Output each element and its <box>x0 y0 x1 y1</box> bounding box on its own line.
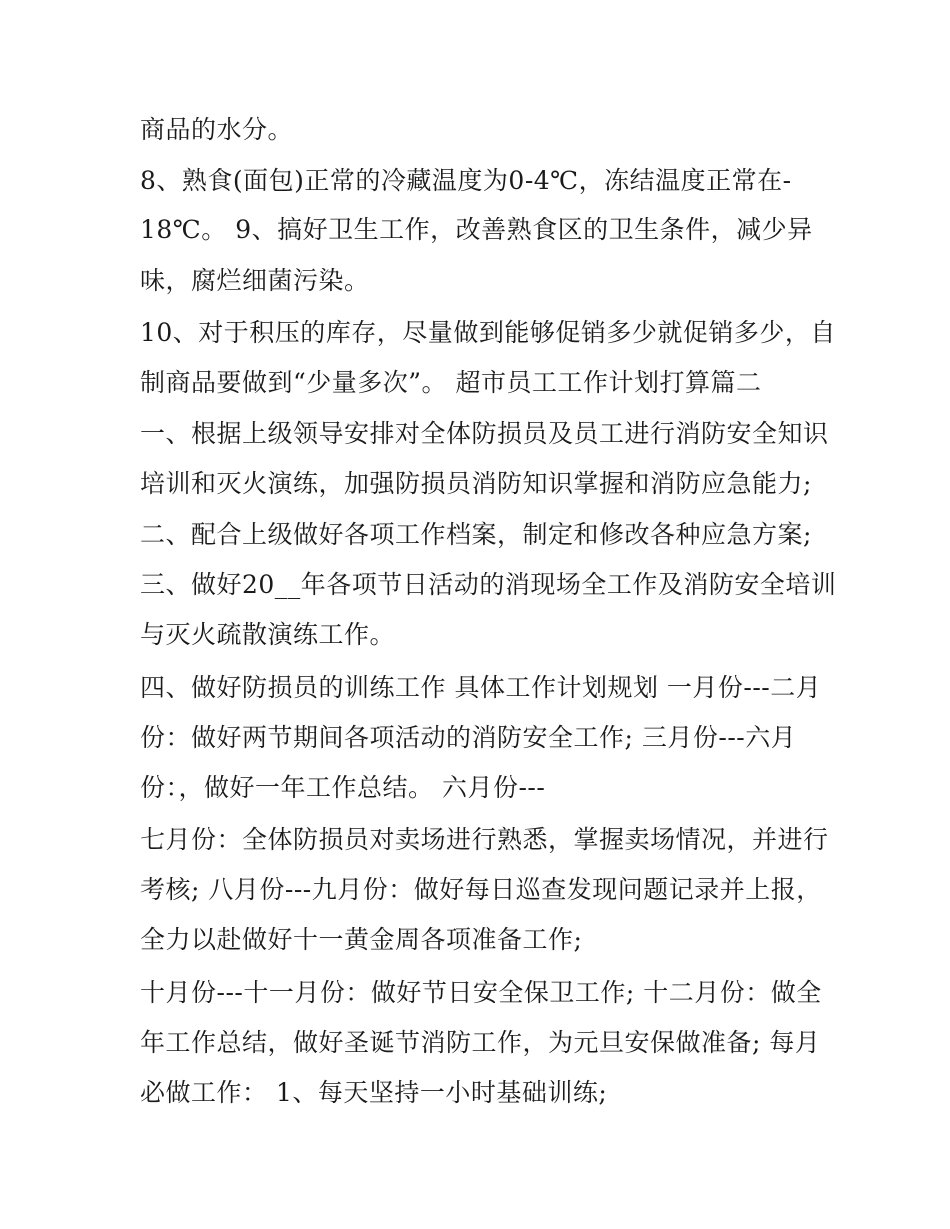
text-line: 十月份---十一月份：做好节日安全保卫工作; 十二月份：做全 <box>140 978 822 1007</box>
text-line: 必做工作： 1、每天坚持一小时基础训练; <box>140 1078 608 1107</box>
text-line: 8、熟食(面包)正常的冷藏温度为0-4℃，冻结温度正常在- <box>140 166 792 195</box>
text-line: 培训和灭火演练，加强防损员消防知识掌握和消防应急能力; <box>140 469 812 498</box>
text-line: 考核; 八月份---九月份：做好每日巡查发现问题记录并上报， <box>140 875 822 904</box>
text-line: 商品的水分。 <box>140 115 294 144</box>
text-line: 与灭火疏散演练工作。 <box>140 620 396 649</box>
text-line: 18℃。 9、搞好卫生工作，改善熟食区的卫生条件，减少异 <box>140 215 813 244</box>
text-line: 制商品要做到“少量多次”。 超市员工工作计划打算篇二 <box>140 368 762 397</box>
text-line: 份：，做好一年工作总结。 六月份--- <box>140 773 546 802</box>
text-line: 年工作总结，做好圣诞节消防工作，为元旦安保做准备; 每月 <box>140 1028 821 1057</box>
text-line: 二、配合上级做好各项工作档案，制定和修改各种应急方案; <box>140 520 812 549</box>
text-line: 七月份：全体防损员对卖场进行熟悉，掌握卖场情况，并进行 <box>140 825 829 854</box>
text-line: 一、根据上级领导安排对全体防损员及员工进行消防安全知识 <box>140 419 829 448</box>
text-line: 三、做好20__年各项节日活动的消现场全工作及消防安全培训 <box>140 570 837 599</box>
text-line: 10、对于积压的库存，尽量做到能够促销多少就促销多少，自 <box>140 318 836 347</box>
text-line: 味，腐烂细菌污染。 <box>140 266 370 295</box>
text-line: 四、做好防损员的训练工作 具体工作计划规划 一月份---二月 <box>140 673 822 702</box>
text-line: 全力以赴做好十一黄金周各项准备工作; <box>140 925 583 954</box>
text-line: 份：做好两节期间各项活动的消防安全工作; 三月份---六月 <box>140 723 797 752</box>
